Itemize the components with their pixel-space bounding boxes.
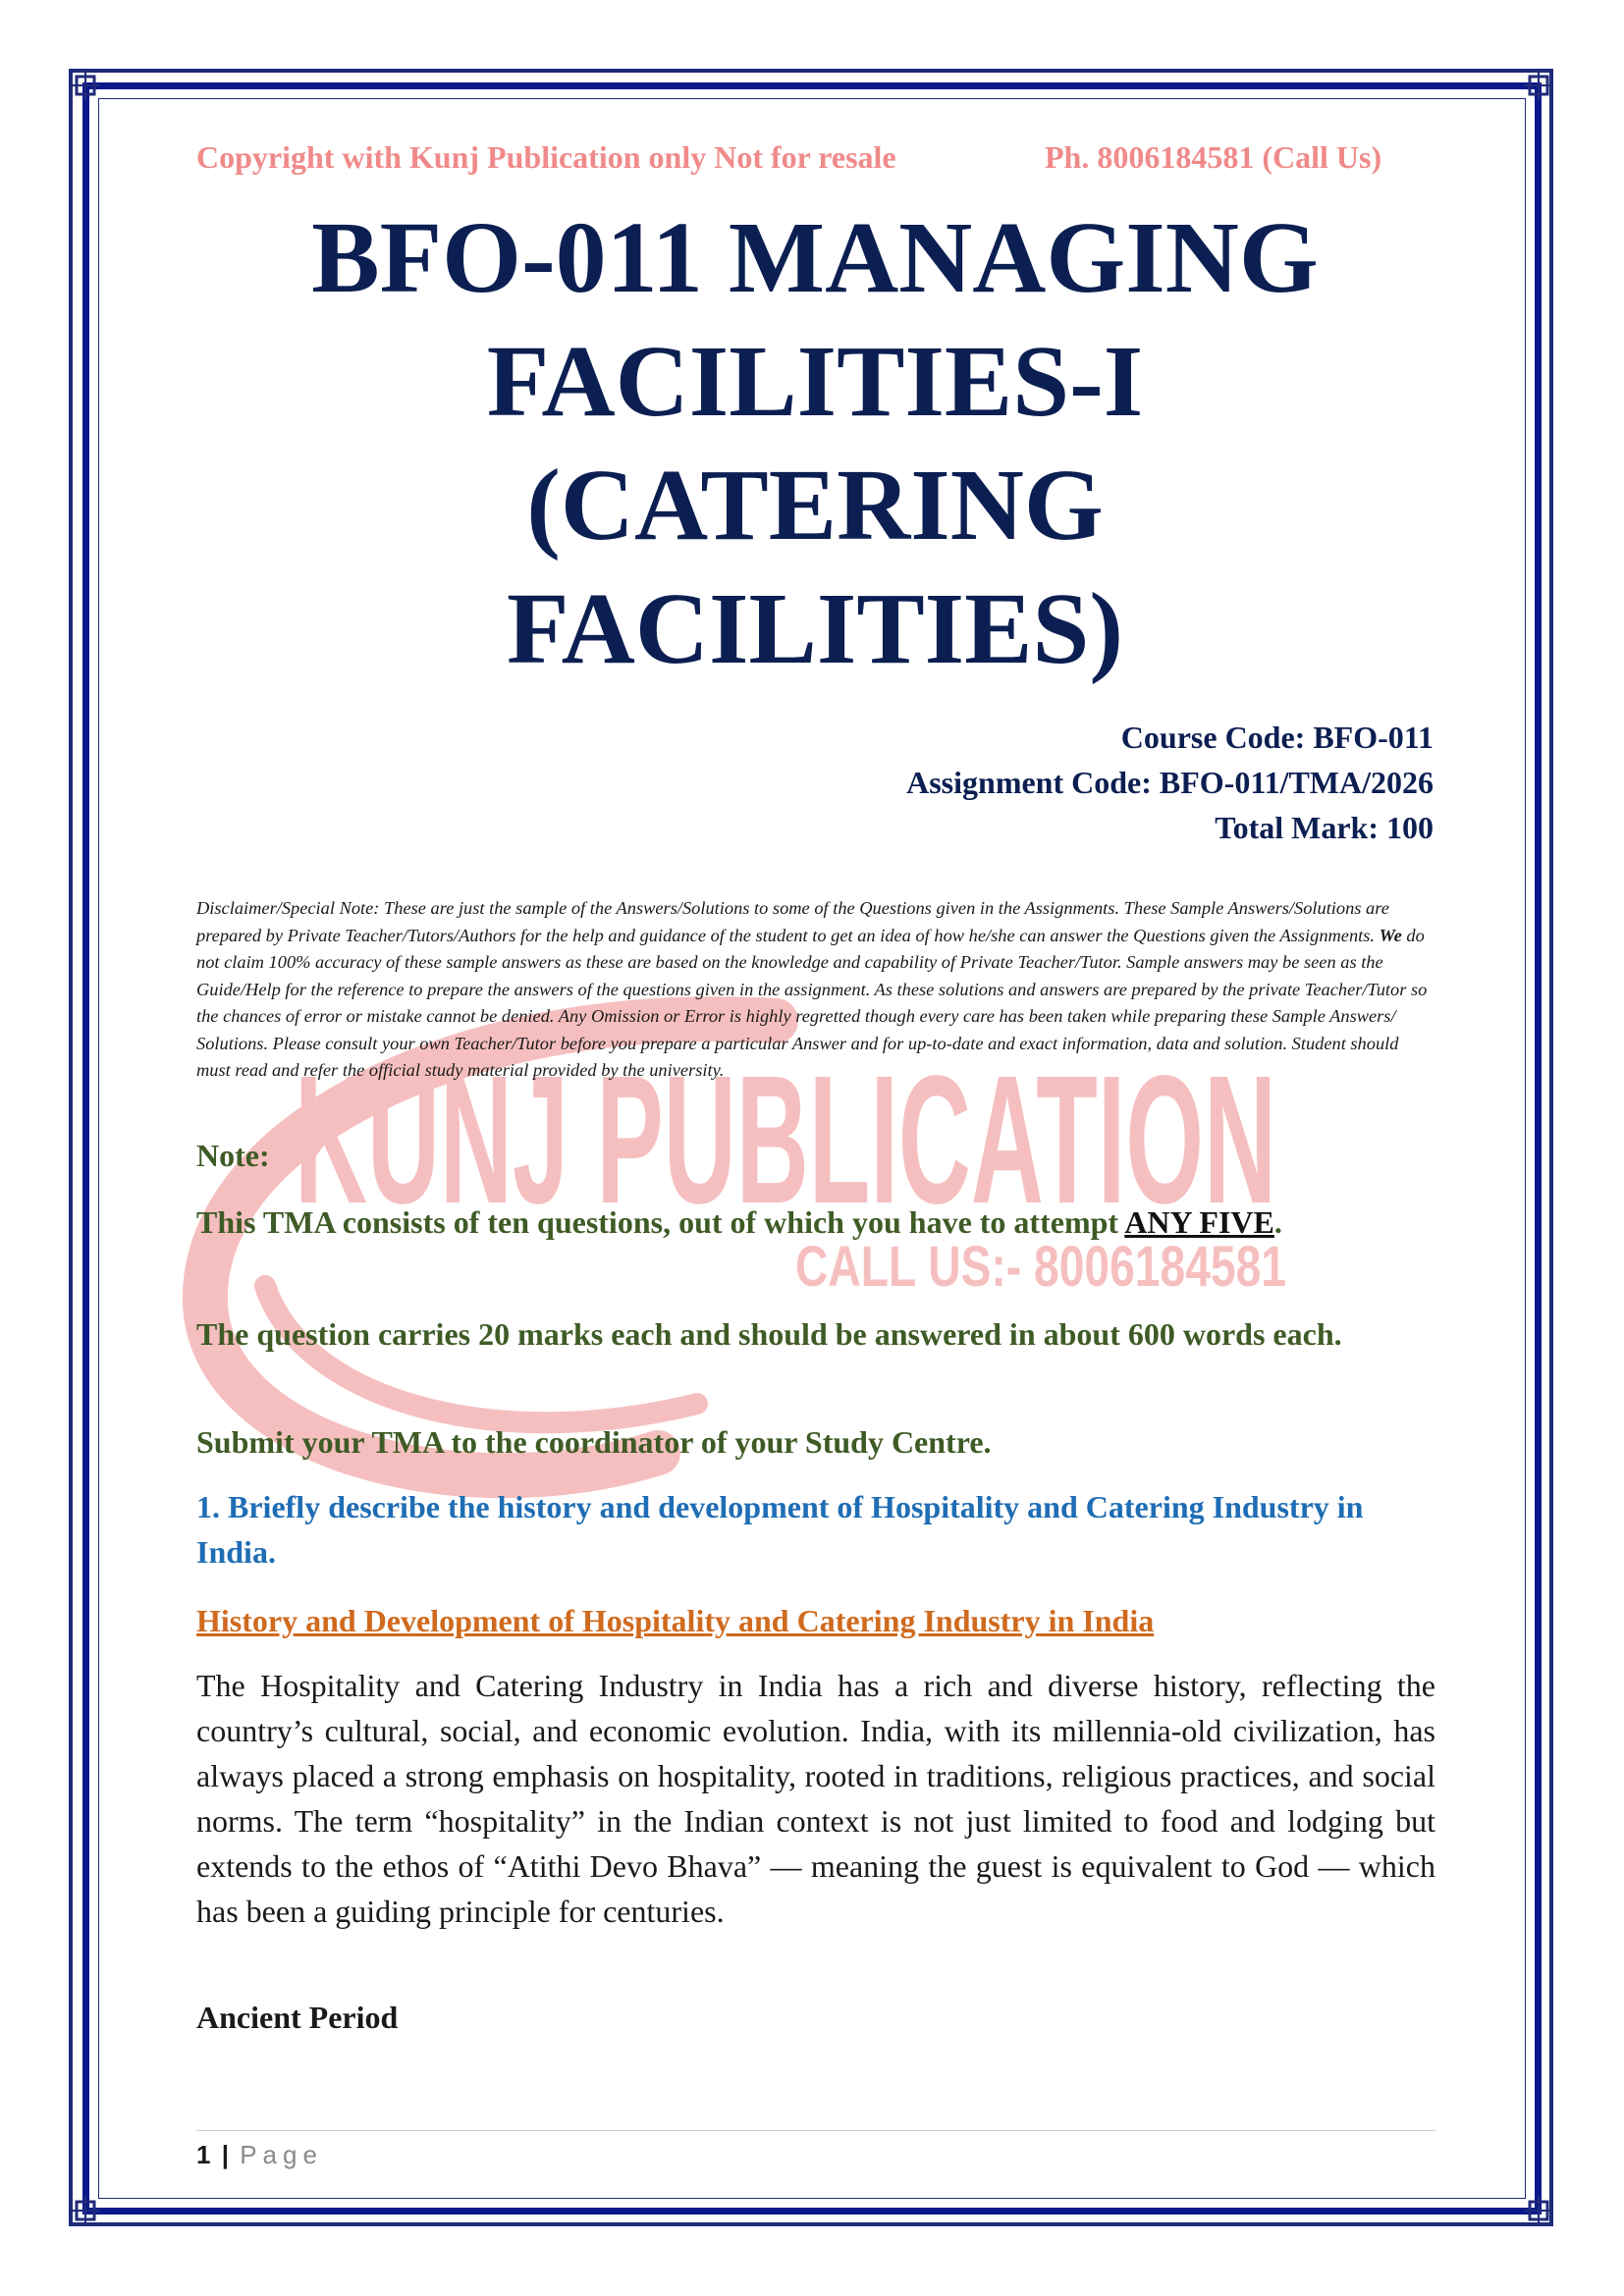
corner-ornament-icon (1524, 2196, 1553, 2225)
copyright-text: Copyright with Kunj Publication only Not for resale (196, 139, 896, 175)
course-code: Course Code: BFO-011 (1120, 720, 1434, 755)
note-line-1-end: . (1273, 1204, 1282, 1240)
disclaimer-text-end: do not claim 100% accuracy of these sample answers as these are based on the knowledge and capability of Private Teacher/Tutor. Sample answers may be seen as the Guide/Help for the reference to prepare the answers of the questions given in the assignment. As these solutions and answers are prepared by the private Teacher/Tutor so the chances of error or mistake cannot be denied. Any Omission or Error is highly regretted though every care has been taken while preparing these Sample Answers/ Solutions. Please consult your own Teacher/Tutor before you prepare a particular Answer and for up-to-date and exact information, data and solution. Student should must read and refer the official study material provided by the university. (196, 925, 1428, 1080)
page-footer (196, 2140, 323, 2170)
note-line-1-text: This TMA consists of ten questions, out of which you have to attempt (196, 1204, 1125, 1240)
watermark-brand: KUNJ PUBLICATION (295, 1039, 1276, 1242)
disclaimer-text-start: Disclaimer/Special Note: These are just the sample of the Answers/Solutions to some of the Questions given in the Assignments. These Sample Answers/Solutions are prepared by Private Teacher/Tutors/Authors for the help and guidance of the student to get an idea of how he/she can answer the Questions given the Assignments. (196, 898, 1389, 945)
corner-ornament-icon (71, 2196, 100, 2225)
course-info (196, 715, 1434, 850)
corner-ornament-icon (71, 71, 100, 100)
contact-phone: Ph. 8006184581 (Call Us) (1045, 139, 1382, 175)
copyright-line (196, 139, 1434, 176)
footer-divider (196, 2130, 1435, 2131)
assignment-code: Assignment Code: BFO-011/TMA/2026 (906, 765, 1434, 800)
disclaimer (196, 895, 1435, 1085)
page-number: 1 (196, 2140, 213, 2169)
answer-subheading: History and Development of Hospitality and Catering Industry in India (196, 1603, 1155, 1638)
section-heading: Ancient Period (196, 2000, 399, 2035)
corner-ornament-icon (1524, 71, 1553, 100)
page-separator: | (221, 2140, 231, 2169)
question-1: 1. Briefly describe the history and development of Hospitality and Catering Industry in India. (196, 1489, 1364, 1570)
note-line-3: Submit your TMA to the coordinator of your Study Centre. (196, 1424, 992, 1460)
watermark-call: CALL US:- 8006184581 (795, 1235, 1286, 1299)
answer-paragraph: The Hospitality and Catering Industry in India has a rich and diverse history, reflecting the country’s cultural, social, and economic evolution. India, with its millennia-old civilization, has always placed a strong emphasis on hospitality, rooted in traditions, religious practices, and social norms. The term “hospitality” in the Indian context is not just limited to food and lodging but extends to the ethos of “Atithi Devo Bhava” — meaning the guest is equivalent to God — which has been a guiding principle for centuries. (196, 1668, 1435, 1929)
note-line-1-emphasis: ANY FIVE (1124, 1204, 1274, 1240)
title-line-3: FACILITIES) (506, 572, 1123, 685)
disclaimer-bold-word: We (1379, 925, 1402, 945)
note-line-1 (196, 1200, 1435, 1245)
note-line-2: The question carries 20 marks each and should be answered in about 600 words each. (196, 1316, 1342, 1352)
note-label: Note: (196, 1138, 270, 1173)
title-line-2: FACILITIES-I (CATERING (486, 325, 1144, 561)
total-mark: Total Mark: 100 (1215, 810, 1434, 845)
document-title (196, 196, 1434, 691)
page-label: Page (240, 2140, 323, 2169)
title-line-1: BFO-011 MANAGING (311, 201, 1319, 314)
